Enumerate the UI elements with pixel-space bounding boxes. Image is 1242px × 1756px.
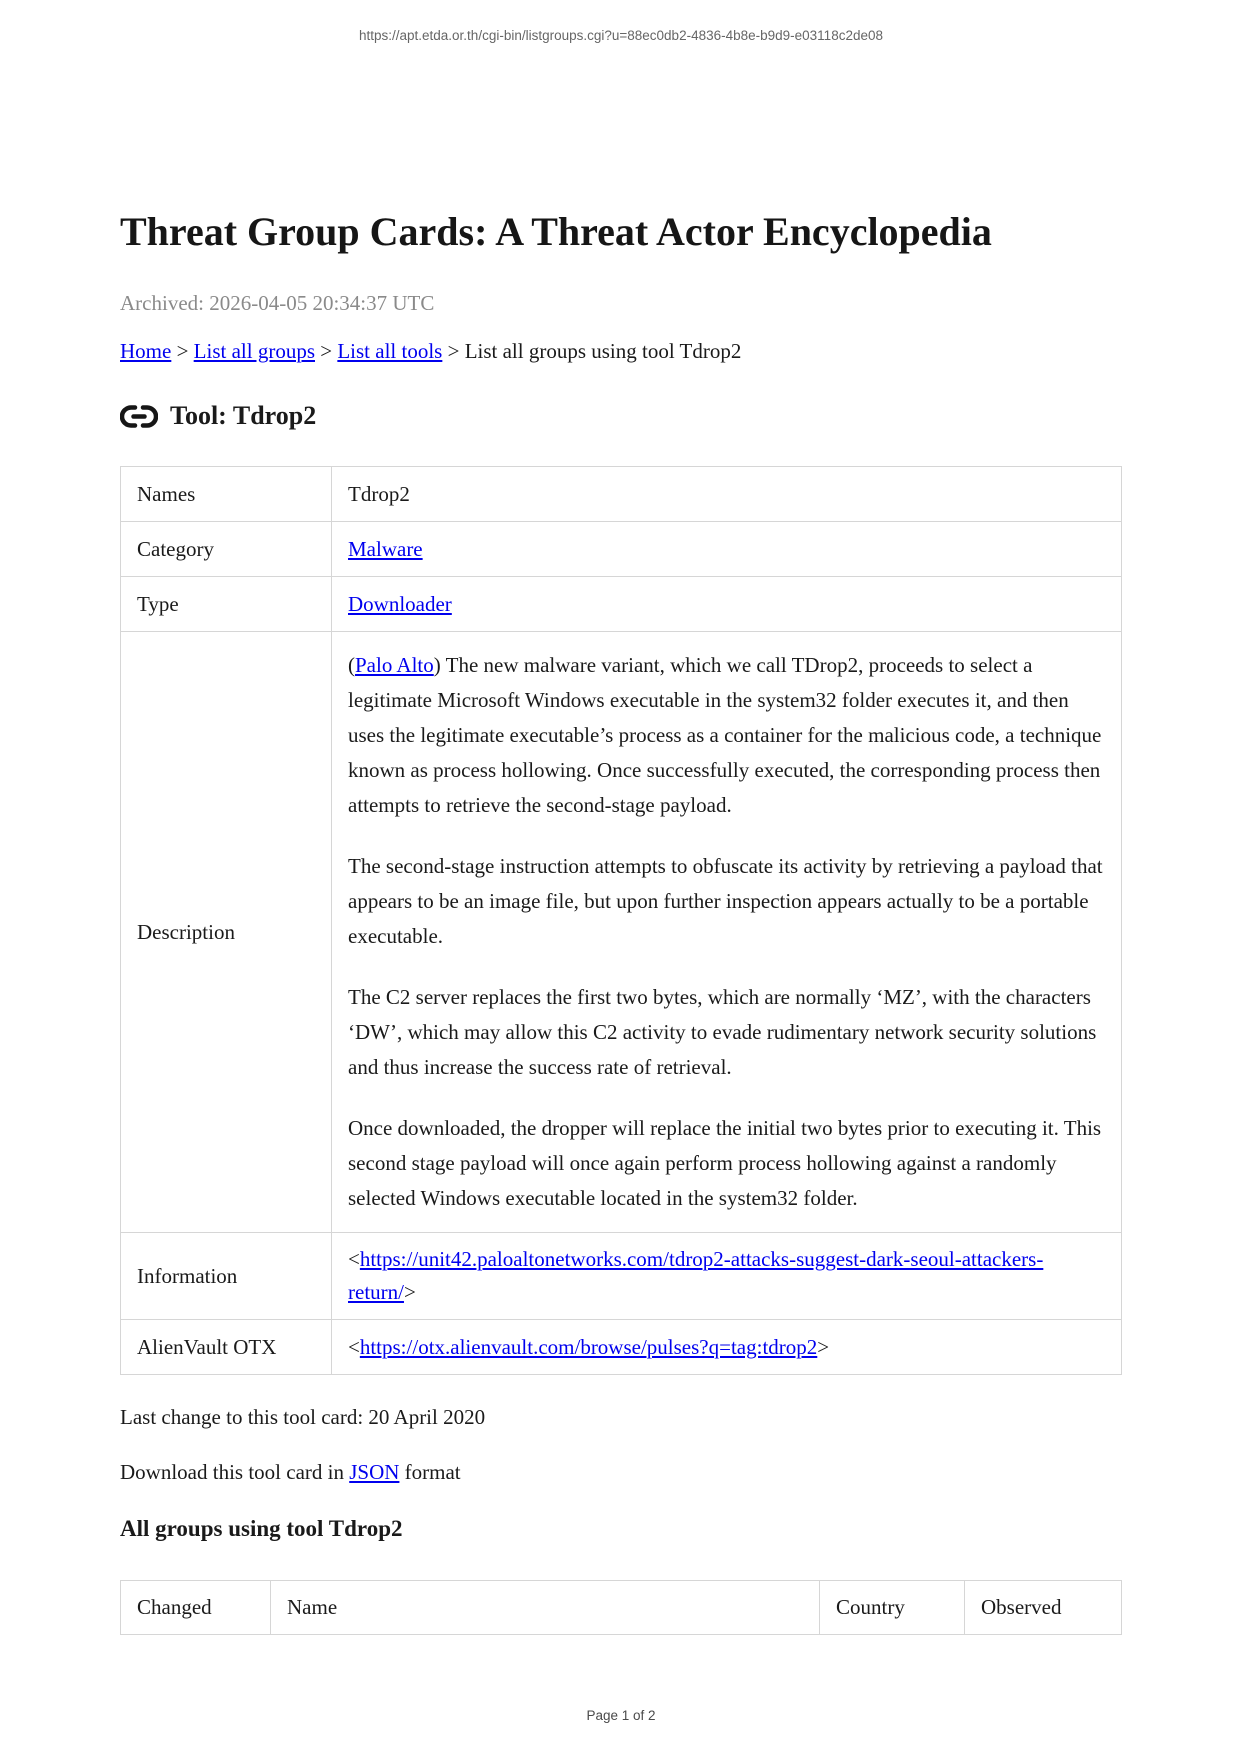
- category-label: Category: [121, 522, 332, 577]
- angle-close: >: [403, 1280, 416, 1304]
- breadcrumb-link-list-all-tools[interactable]: List all tools: [337, 339, 443, 363]
- archived-timestamp: Archived: 2026-04-05 20:34:37 UTC: [120, 291, 435, 315]
- names-label: Names: [121, 467, 332, 522]
- alienvault-otx-label: AlienVault OTX: [121, 1320, 332, 1375]
- table-row-alienvault-otx: [121, 1320, 1122, 1375]
- description-label: Description: [121, 632, 332, 1233]
- description-paragraph-4: Once downloaded, the dropper will replace the initial two bytes prior to executing it. This second stage payload will once again perform process hollowing against a randomly selected Windows executable located in the system32 folder.: [348, 1116, 1102, 1210]
- breadcrumb: [120, 338, 741, 365]
- column-header-country: Country: [820, 1581, 965, 1635]
- table-row-names: [121, 467, 1122, 522]
- tool-card-table: [120, 466, 1122, 1375]
- description-paragraph-1: [348, 648, 1105, 823]
- breadcrumb-separator: >: [447, 339, 465, 363]
- description-paragraph-2: The second-stage instruction attempts to obfuscate its activity by retrieving a payload that appears to be an image file, but upon further inspection appears actually to be a portable executable.: [348, 854, 1103, 948]
- breadcrumb-link-home[interactable]: Home: [120, 339, 172, 363]
- description-paragraph-1-text: ) The new malware variant, which we call TDrop2, proceeds to select a legitimate Microsoft Windows executable in the system32 folder executes it, and then uses the legitimate executable’s process as a container for the malicious code, a technique known as process hollowing. Once successfully executed, the corresponding process then attempts to retrieve the second-stage payload.: [348, 653, 1102, 817]
- names-value: Tdrop2: [332, 467, 1122, 522]
- archive-url-header: https://apt.etda.or.th/cgi-bin/listgroups.cgi?u=88ec0db2-4836-4b8e-b9d9-e03118c2de08: [358, 28, 883, 43]
- information-url-link[interactable]: https://unit42.paloaltonetworks.com/tdrop2-attacks-suggest-dark-seoul-attackers-return/: [348, 1247, 1044, 1304]
- groups-section-heading: All groups using tool Tdrop2: [120, 1516, 403, 1541]
- breadcrumb-current: List all groups using tool Tdrop2: [464, 339, 742, 363]
- palo-alto-link[interactable]: Palo Alto: [355, 653, 434, 677]
- table-row-information: [121, 1233, 1122, 1320]
- json-download-link[interactable]: JSON: [349, 1460, 400, 1484]
- page-number-footer: Page 1 of 2: [586, 1708, 656, 1723]
- angle-close: >: [817, 1335, 830, 1359]
- angle-open: <: [348, 1335, 360, 1359]
- alienvault-otx-url-link[interactable]: https://otx.alienvault.com/browse/pulses?q=tag:tdrop2: [359, 1335, 818, 1359]
- table-row-type: [121, 577, 1122, 632]
- chain-link-icon[interactable]: [120, 403, 158, 430]
- tool-heading: [120, 400, 316, 432]
- table-row-description: [121, 632, 1122, 1233]
- description-paragraph-3: The C2 server replaces the first two bytes, which are normally ‘MZ’, with the characters ‘DW’, which may allow this C2 activity to evade rudimentary network security solutions and thus increase the success rate of retrieval.: [348, 985, 1097, 1079]
- last-change-text: Last change to this tool card: 20 April 2020: [120, 1405, 486, 1429]
- category-value: [332, 522, 1122, 577]
- category-malware-link[interactable]: Malware: [348, 537, 423, 561]
- table-row-category: [121, 522, 1122, 577]
- tool-heading-text: Tool: Tdrop2: [170, 401, 317, 430]
- breadcrumb-link-list-all-groups[interactable]: List all groups: [193, 339, 315, 363]
- page-title: Threat Group Cards: A Threat Actor Encyclopedia: [120, 209, 992, 254]
- column-header-name: Name: [271, 1581, 820, 1635]
- information-label: Information: [121, 1233, 332, 1320]
- type-label: Type: [121, 577, 332, 632]
- column-header-observed: Observed: [965, 1581, 1122, 1635]
- information-value: [332, 1233, 1122, 1320]
- groups-table-header-row: [121, 1581, 1122, 1635]
- download-line: [120, 1459, 461, 1486]
- download-line-pre: Download this tool card in: [120, 1460, 350, 1484]
- alienvault-otx-value: [332, 1320, 1122, 1375]
- type-downloader-link[interactable]: Downloader: [348, 592, 452, 616]
- breadcrumb-separator: >: [320, 339, 338, 363]
- angle-open: <: [348, 1247, 360, 1271]
- breadcrumb-separator: >: [176, 339, 194, 363]
- groups-table: [120, 1580, 1122, 1635]
- column-header-changed: Changed: [121, 1581, 271, 1635]
- description-value: [332, 632, 1122, 1233]
- paren-open: (: [348, 653, 355, 677]
- download-line-post: format: [399, 1460, 461, 1484]
- type-value: [332, 577, 1122, 632]
